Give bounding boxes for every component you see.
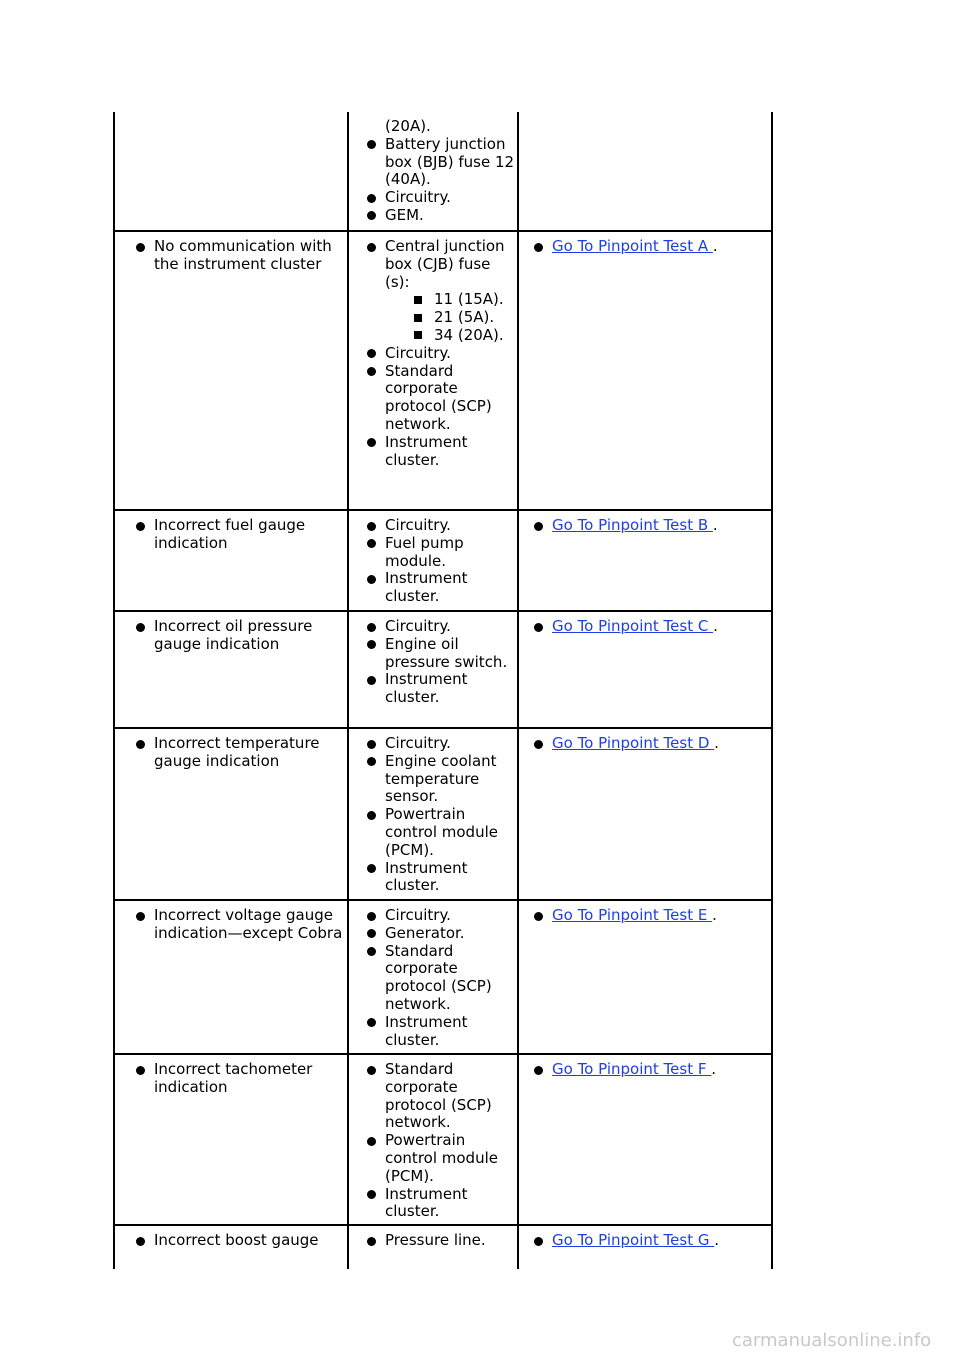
action-cell bbox=[531, 1232, 767, 1250]
condition-cell bbox=[133, 517, 345, 553]
cause-item bbox=[364, 238, 517, 345]
cause-list bbox=[364, 517, 517, 606]
action-list bbox=[531, 618, 767, 636]
cause-item bbox=[364, 618, 517, 636]
cause-text: Circuitry. bbox=[385, 343, 451, 362]
pinpoint-test-link[interactable]: Go To Pinpoint Test A bbox=[552, 237, 713, 255]
action-item bbox=[531, 1061, 767, 1079]
cause-item bbox=[364, 136, 517, 189]
cause-list bbox=[364, 618, 517, 707]
action-suffix: . bbox=[714, 1231, 720, 1249]
cause-cell bbox=[364, 1232, 517, 1250]
cause-text: Engine oil pressure switch. bbox=[385, 634, 508, 671]
cause-list bbox=[364, 118, 517, 225]
condition-cell bbox=[133, 907, 345, 943]
cause-item bbox=[364, 671, 517, 707]
action-cell bbox=[531, 735, 767, 753]
cause-text: Central junction box (CJB) fuse (s): bbox=[385, 237, 505, 291]
cause-text: (20A). bbox=[385, 117, 431, 135]
pinpoint-test-link[interactable]: Go To Pinpoint Test F bbox=[552, 1060, 712, 1078]
condition-list bbox=[133, 517, 345, 553]
action-cell bbox=[531, 618, 767, 636]
condition-list bbox=[133, 1061, 345, 1097]
action-cell bbox=[531, 517, 767, 535]
cause-text: Engine coolant temperature sensor. bbox=[385, 751, 497, 806]
cause-list bbox=[364, 1232, 517, 1250]
action-item bbox=[531, 735, 767, 753]
cause-item bbox=[364, 806, 517, 859]
fuse-sublist bbox=[413, 291, 517, 344]
cause-text: Instrument cluster. bbox=[385, 858, 468, 895]
column-divider bbox=[517, 112, 519, 1269]
condition-text: Incorrect temperature gauge indication bbox=[133, 735, 345, 771]
cause-item bbox=[364, 1186, 517, 1222]
cause-text: Standard corporate protocol (SCP) network. bbox=[385, 941, 492, 1013]
pinpoint-test-link[interactable]: Go To Pinpoint Test B bbox=[552, 516, 713, 534]
cause-item bbox=[364, 907, 517, 925]
action-suffix: . bbox=[711, 1060, 717, 1078]
row-divider bbox=[113, 899, 773, 901]
table-border-left bbox=[113, 112, 115, 1269]
condition-cell bbox=[133, 238, 345, 274]
condition-text: Incorrect voltage gauge indication—except Cobra bbox=[133, 907, 345, 943]
cause-item bbox=[364, 1232, 517, 1250]
cause-text: Circuitry. bbox=[385, 188, 451, 207]
cause-cell bbox=[364, 618, 517, 707]
action-list bbox=[531, 517, 767, 535]
cause-text: Circuitry. bbox=[385, 617, 451, 635]
row-divider bbox=[113, 727, 773, 729]
cause-text: GEM. bbox=[385, 205, 424, 224]
cause-item bbox=[364, 1061, 517, 1132]
action-item bbox=[531, 618, 767, 636]
action-item bbox=[531, 238, 767, 256]
action-list bbox=[531, 1232, 767, 1250]
row-divider bbox=[113, 610, 773, 612]
action-suffix: . bbox=[714, 734, 719, 752]
fuse-subitem: 34 (20A). bbox=[413, 327, 517, 345]
action-suffix: . bbox=[713, 617, 718, 635]
action-suffix: . bbox=[712, 906, 717, 924]
cause-list bbox=[364, 735, 517, 895]
action-item bbox=[531, 1232, 767, 1250]
cause-item bbox=[364, 943, 517, 1014]
cause-item bbox=[364, 434, 517, 470]
condition-cell bbox=[133, 1061, 345, 1097]
row-divider bbox=[113, 1053, 773, 1055]
cause-text: Instrument cluster. bbox=[385, 569, 468, 606]
cause-text: Powertrain control module (PCM). bbox=[385, 805, 498, 859]
pinpoint-test-link[interactable]: Go To Pinpoint Test D bbox=[552, 734, 715, 752]
cause-text: Instrument cluster. bbox=[385, 1184, 468, 1221]
cause-item bbox=[364, 636, 517, 672]
cause-item bbox=[364, 860, 517, 896]
cause-cell bbox=[364, 517, 517, 606]
condition-text: Incorrect fuel gauge indication bbox=[133, 517, 345, 553]
row-divider bbox=[113, 1224, 773, 1226]
cause-item bbox=[364, 363, 517, 434]
cause-text: Instrument cluster. bbox=[385, 1012, 468, 1049]
condition-cell bbox=[133, 618, 345, 654]
cause-item bbox=[364, 925, 517, 943]
condition-list bbox=[133, 1232, 345, 1250]
pinpoint-test-link[interactable]: Go To Pinpoint Test E bbox=[552, 906, 713, 924]
action-item bbox=[531, 907, 767, 925]
action-item bbox=[531, 517, 767, 535]
fuse-subitem: 21 (5A). bbox=[413, 309, 517, 327]
table-border-right bbox=[771, 112, 773, 1269]
cause-cell-continued bbox=[364, 118, 517, 225]
cause-cell bbox=[364, 735, 517, 895]
condition-text: Incorrect boost gauge bbox=[133, 1232, 345, 1250]
condition-text: Incorrect oil pressure gauge indication bbox=[133, 618, 345, 654]
cause-text: Pressure line. bbox=[385, 1231, 486, 1249]
cause-text: Fuel pump module. bbox=[385, 533, 464, 570]
cause-item bbox=[364, 1132, 517, 1185]
fuse-subitem: 11 (15A). bbox=[413, 291, 517, 309]
cause-cell bbox=[364, 907, 517, 1049]
cause-text: Generator. bbox=[385, 923, 465, 942]
condition-cell bbox=[133, 1232, 345, 1250]
cause-item bbox=[364, 189, 517, 207]
cause-text: Battery junction box (BJB) fuse 12 (40A). bbox=[385, 134, 515, 189]
pinpoint-test-link[interactable]: Go To Pinpoint Test C bbox=[552, 617, 714, 635]
condition-text: No communication with the instrument cluster bbox=[133, 238, 345, 274]
action-suffix: . bbox=[712, 516, 718, 534]
row-divider bbox=[113, 509, 773, 511]
cause-item bbox=[364, 207, 517, 225]
cause-list bbox=[364, 238, 517, 469]
cause-list bbox=[364, 907, 517, 1049]
cause-list bbox=[364, 1061, 517, 1221]
action-cell bbox=[531, 1061, 767, 1079]
cause-text: Circuitry. bbox=[385, 516, 451, 534]
action-list bbox=[531, 1061, 767, 1079]
cause-continuation bbox=[364, 118, 517, 136]
action-list bbox=[531, 238, 767, 256]
cause-cell bbox=[364, 238, 517, 469]
cause-item bbox=[364, 735, 517, 753]
cause-item bbox=[364, 535, 517, 571]
action-cell bbox=[531, 238, 767, 256]
cause-text: Standard corporate protocol (SCP) network. bbox=[385, 361, 492, 433]
cause-text: Circuitry. bbox=[385, 906, 451, 924]
watermark: carmanualsonline.info bbox=[732, 1330, 932, 1351]
column-divider bbox=[347, 112, 349, 1269]
diagnosis-table bbox=[113, 112, 773, 1270]
cause-text: Powertrain control module (PCM). bbox=[385, 1131, 498, 1185]
cause-item bbox=[364, 753, 517, 806]
cause-text: Instrument cluster. bbox=[385, 432, 468, 469]
cause-item bbox=[364, 345, 517, 363]
cause-item bbox=[364, 570, 517, 606]
cause-text: Circuitry. bbox=[385, 734, 451, 752]
action-cell bbox=[531, 907, 767, 925]
cause-item bbox=[364, 1014, 517, 1050]
action-list bbox=[531, 907, 767, 925]
condition-list bbox=[133, 238, 345, 274]
pinpoint-test-link[interactable]: Go To Pinpoint Test G bbox=[552, 1231, 715, 1249]
cause-text: Instrument cluster. bbox=[385, 670, 468, 707]
condition-text: Incorrect tachometer indication bbox=[133, 1061, 345, 1097]
condition-cell bbox=[133, 735, 345, 771]
condition-list bbox=[133, 735, 345, 771]
action-list bbox=[531, 735, 767, 753]
cause-item bbox=[364, 517, 517, 535]
cause-text: Standard corporate protocol (SCP) network. bbox=[385, 1060, 492, 1132]
action-suffix: . bbox=[712, 237, 718, 255]
cause-cell bbox=[364, 1061, 517, 1221]
row-divider bbox=[113, 230, 773, 232]
condition-list bbox=[133, 618, 345, 654]
condition-list bbox=[133, 907, 345, 943]
